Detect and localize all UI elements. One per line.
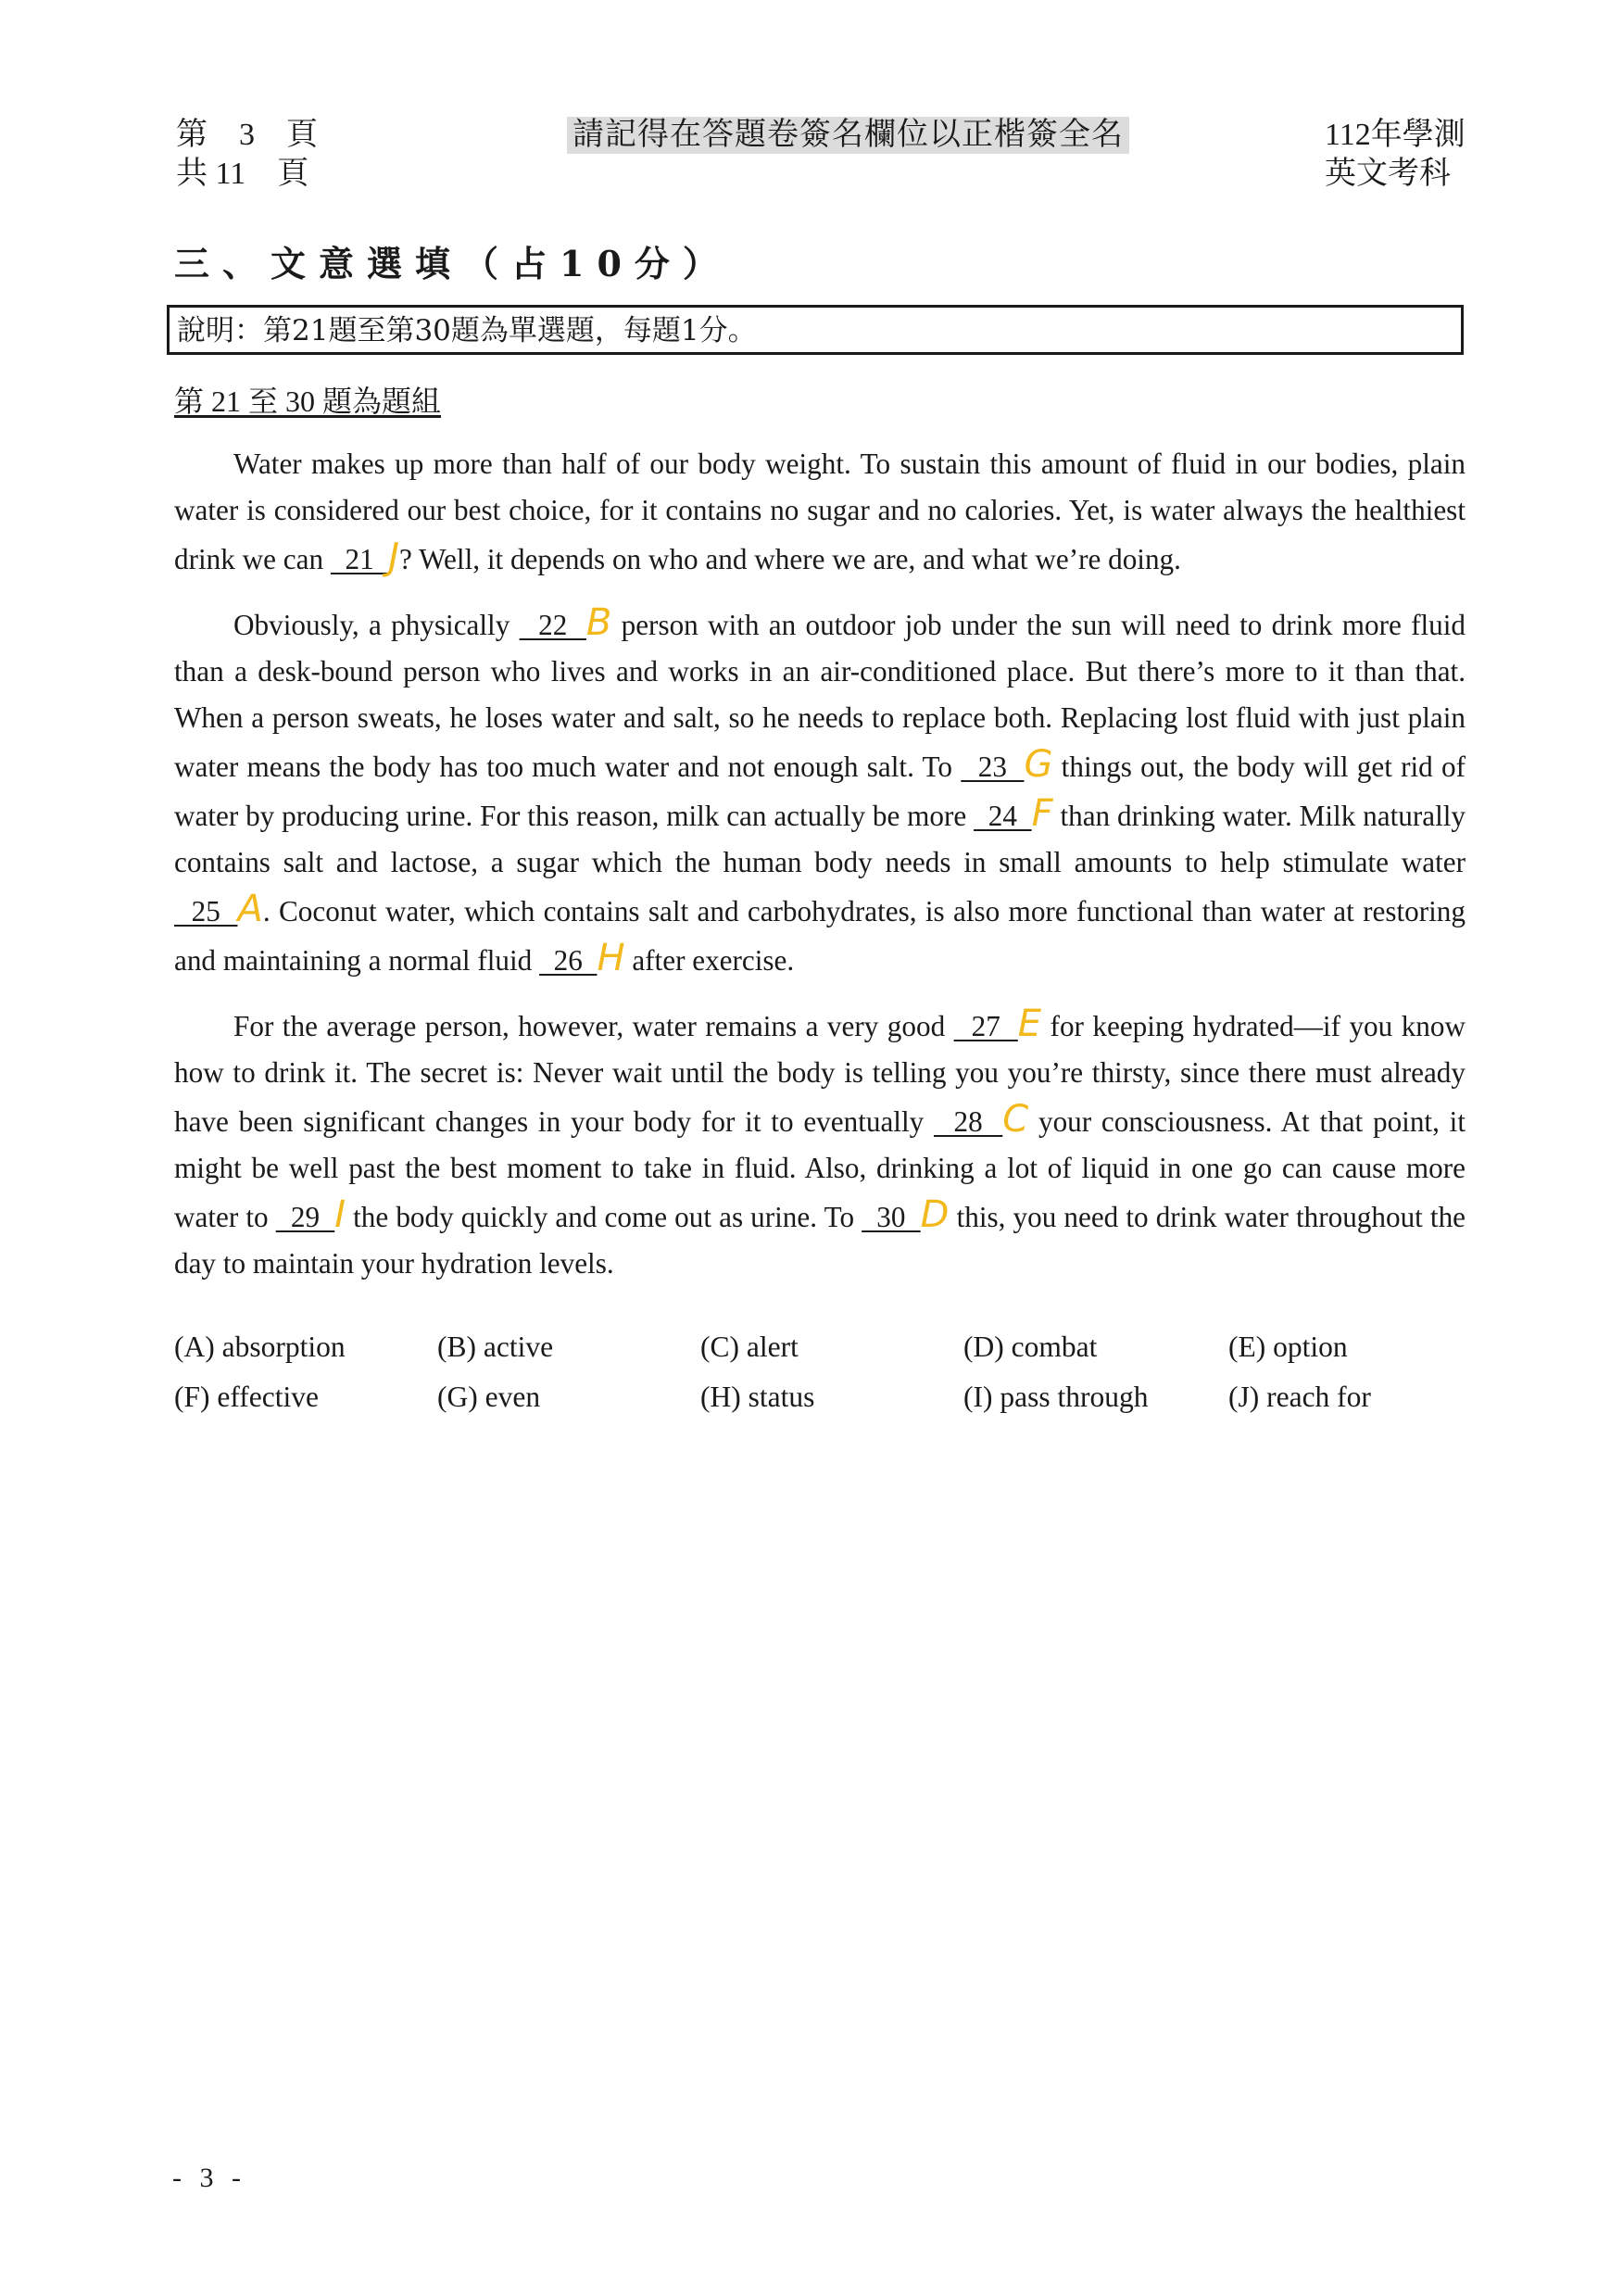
subject-name: 英文考科: [1325, 157, 1451, 191]
section-title: 三、文意選填（占10分）: [174, 243, 731, 284]
option-i: (I) pass through: [963, 1381, 1149, 1413]
option-h: (H) status: [700, 1381, 815, 1413]
handwritten-answer: D: [920, 1193, 950, 1236]
option-b: (B) active: [437, 1331, 554, 1363]
question-group-label: 第 21 至 30 題為題組: [174, 385, 442, 418]
total-pages-label: 共 11 頁: [176, 157, 309, 191]
option-g: (G) even: [437, 1381, 541, 1413]
option-c: (C) alert: [700, 1331, 799, 1363]
page-number-label: 第 3 頁: [176, 118, 318, 152]
option-a: (A) absorption: [174, 1331, 346, 1363]
blank-30: 30: [862, 1201, 921, 1233]
passage-text: person with an outdoor job under the sun will need to drink more fluid than a desk-bound person who lives and works in an air-conditioned place. But there’s more to it than that. When a person sweats, he loses water and salt, so he needs to replace both. Replacing lost fluid with just plain water means the body has too much water and not enough salt. To: [174, 609, 1466, 783]
passage-text: . Coconut water, which contains salt and carbohydrates, is also more functional than water at restoring and maintaining a normal fluid: [174, 895, 1466, 977]
handwritten-answer: E: [1017, 1003, 1042, 1045]
passage-paragraph-2: [174, 599, 1466, 984]
passage-text: this, you need to drink water throughout the day to maintain your hydration levels.: [174, 1201, 1466, 1280]
handwritten-answer: A: [237, 888, 263, 930]
handwritten-answer: C: [1002, 1098, 1029, 1141]
instruction-text: 說明：第21題至第30題為單選題，每題1分。: [177, 314, 757, 347]
option-d: (D) combat: [963, 1331, 1098, 1363]
passage-text: the body quickly and come out as urine. To: [346, 1201, 862, 1233]
passage-text: ? Well, it depends on who and where we are, and what we’re doing.: [399, 543, 1181, 575]
passage-text: than drinking water. Milk naturally contains salt and lactose, a sugar which the human body needs in small amounts to help stimulate water: [174, 800, 1466, 878]
blank-23: 23: [961, 751, 1025, 783]
blank-24: 24: [974, 800, 1032, 832]
passage-text: your consciousness. At that point, it might be well past the best moment to take in fluid. Also, drinking a lot of liquid in one go can cause more water to: [174, 1105, 1466, 1233]
blank-27: 27: [953, 1010, 1018, 1042]
blank-21: 21: [330, 543, 389, 575]
footer-page-number: - 3 -: [172, 2163, 246, 2193]
option-f: (F) effective: [174, 1381, 319, 1413]
option-e: (E) option: [1228, 1331, 1348, 1363]
blank-29: 29: [275, 1201, 335, 1233]
option-j: (J) reach for: [1228, 1381, 1371, 1413]
exam-name: 112年學測: [1325, 118, 1466, 152]
passage-text: for keeping hydrated—if you know how to drink it. The secret is: Never wait until the body is telling you you’re thirsty, since there must already have been significant changes in your body for it to eventually: [174, 1010, 1466, 1138]
passage-text: after exercise.: [624, 944, 795, 977]
blank-28: 28: [934, 1105, 1003, 1138]
instruction-box: [167, 305, 1464, 355]
handwritten-answer: B: [585, 601, 612, 644]
handwritten-answer: G: [1024, 743, 1053, 786]
handwritten-answer: F: [1031, 792, 1053, 835]
handwritten-answer: J: [388, 536, 400, 578]
handwritten-answer: H: [597, 937, 625, 979]
blank-25: 25: [174, 895, 238, 927]
cloze-passage: [174, 441, 1466, 1304]
passage-text: Water makes up more than half of our body weight. To sustain this amount of fluid in our bodies, plain water is considered our best choice, for it contains no sugar and no calories. Yet, is water always the healthiest drink we can: [174, 448, 1466, 575]
passage-paragraph-3: [174, 1001, 1466, 1287]
handwritten-answer: I: [334, 1193, 346, 1236]
passage-text: Obviously, a physically: [233, 609, 520, 641]
blank-22: 22: [519, 609, 586, 641]
passage-text: things out, the body will get rid of water by producing urine. For this reason, milk can actually be more: [174, 751, 1466, 832]
blank-26: 26: [539, 944, 598, 977]
passage-text: For the average person, however, water remains a very good: [233, 1010, 954, 1042]
signature-notice: 請記得在答題卷簽名欄位以正楷簽全名: [567, 117, 1129, 154]
passage-paragraph-1: [174, 441, 1466, 583]
